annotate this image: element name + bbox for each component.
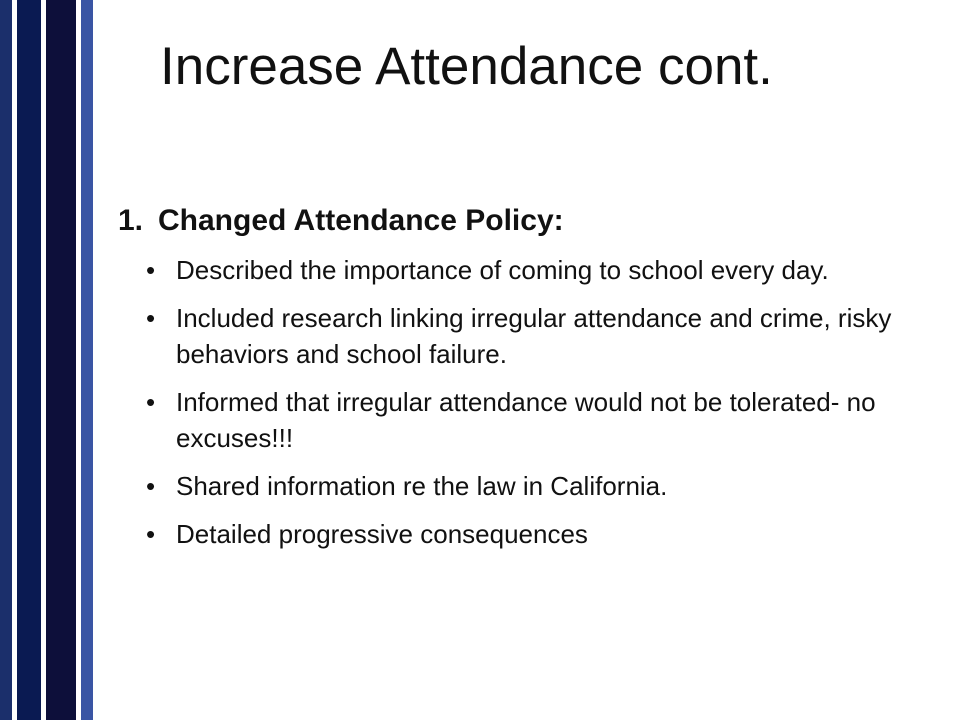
bullet-icon: • [146,471,156,501]
bullet-icon: • [146,303,156,333]
bullet-text: Shared information re the law in California. [176,471,668,501]
bullet-list [118,252,918,552]
decorative-stripe [81,0,93,720]
decorative-stripe [46,0,76,720]
bullet-item [118,300,918,372]
bullet-item [118,252,918,288]
bullet-item [118,468,918,504]
section-heading-text: Changed Attendance Policy: [158,204,564,237]
bullet-icon: • [146,255,156,285]
bullet-item [118,516,918,552]
bullet-text: Informed that irregular attendance would not be tolerated- no excuses!!! [176,387,876,453]
slide-content [118,204,918,564]
slide-title: Increase Attendance cont. [160,37,773,96]
bullet-text: Detailed progressive consequences [176,519,588,549]
decorative-stripe [17,0,41,720]
section-number: 1. [118,204,144,237]
bullet-text: Included research linking irregular attendance and crime, risky behaviors and school failure. [176,303,892,369]
decorative-stripe [0,0,12,720]
section-heading [118,204,918,238]
bullet-item [118,384,918,456]
bullet-icon: • [146,387,156,417]
bullet-text: Described the importance of coming to school every day. [176,255,829,285]
bullet-icon: • [146,519,156,549]
